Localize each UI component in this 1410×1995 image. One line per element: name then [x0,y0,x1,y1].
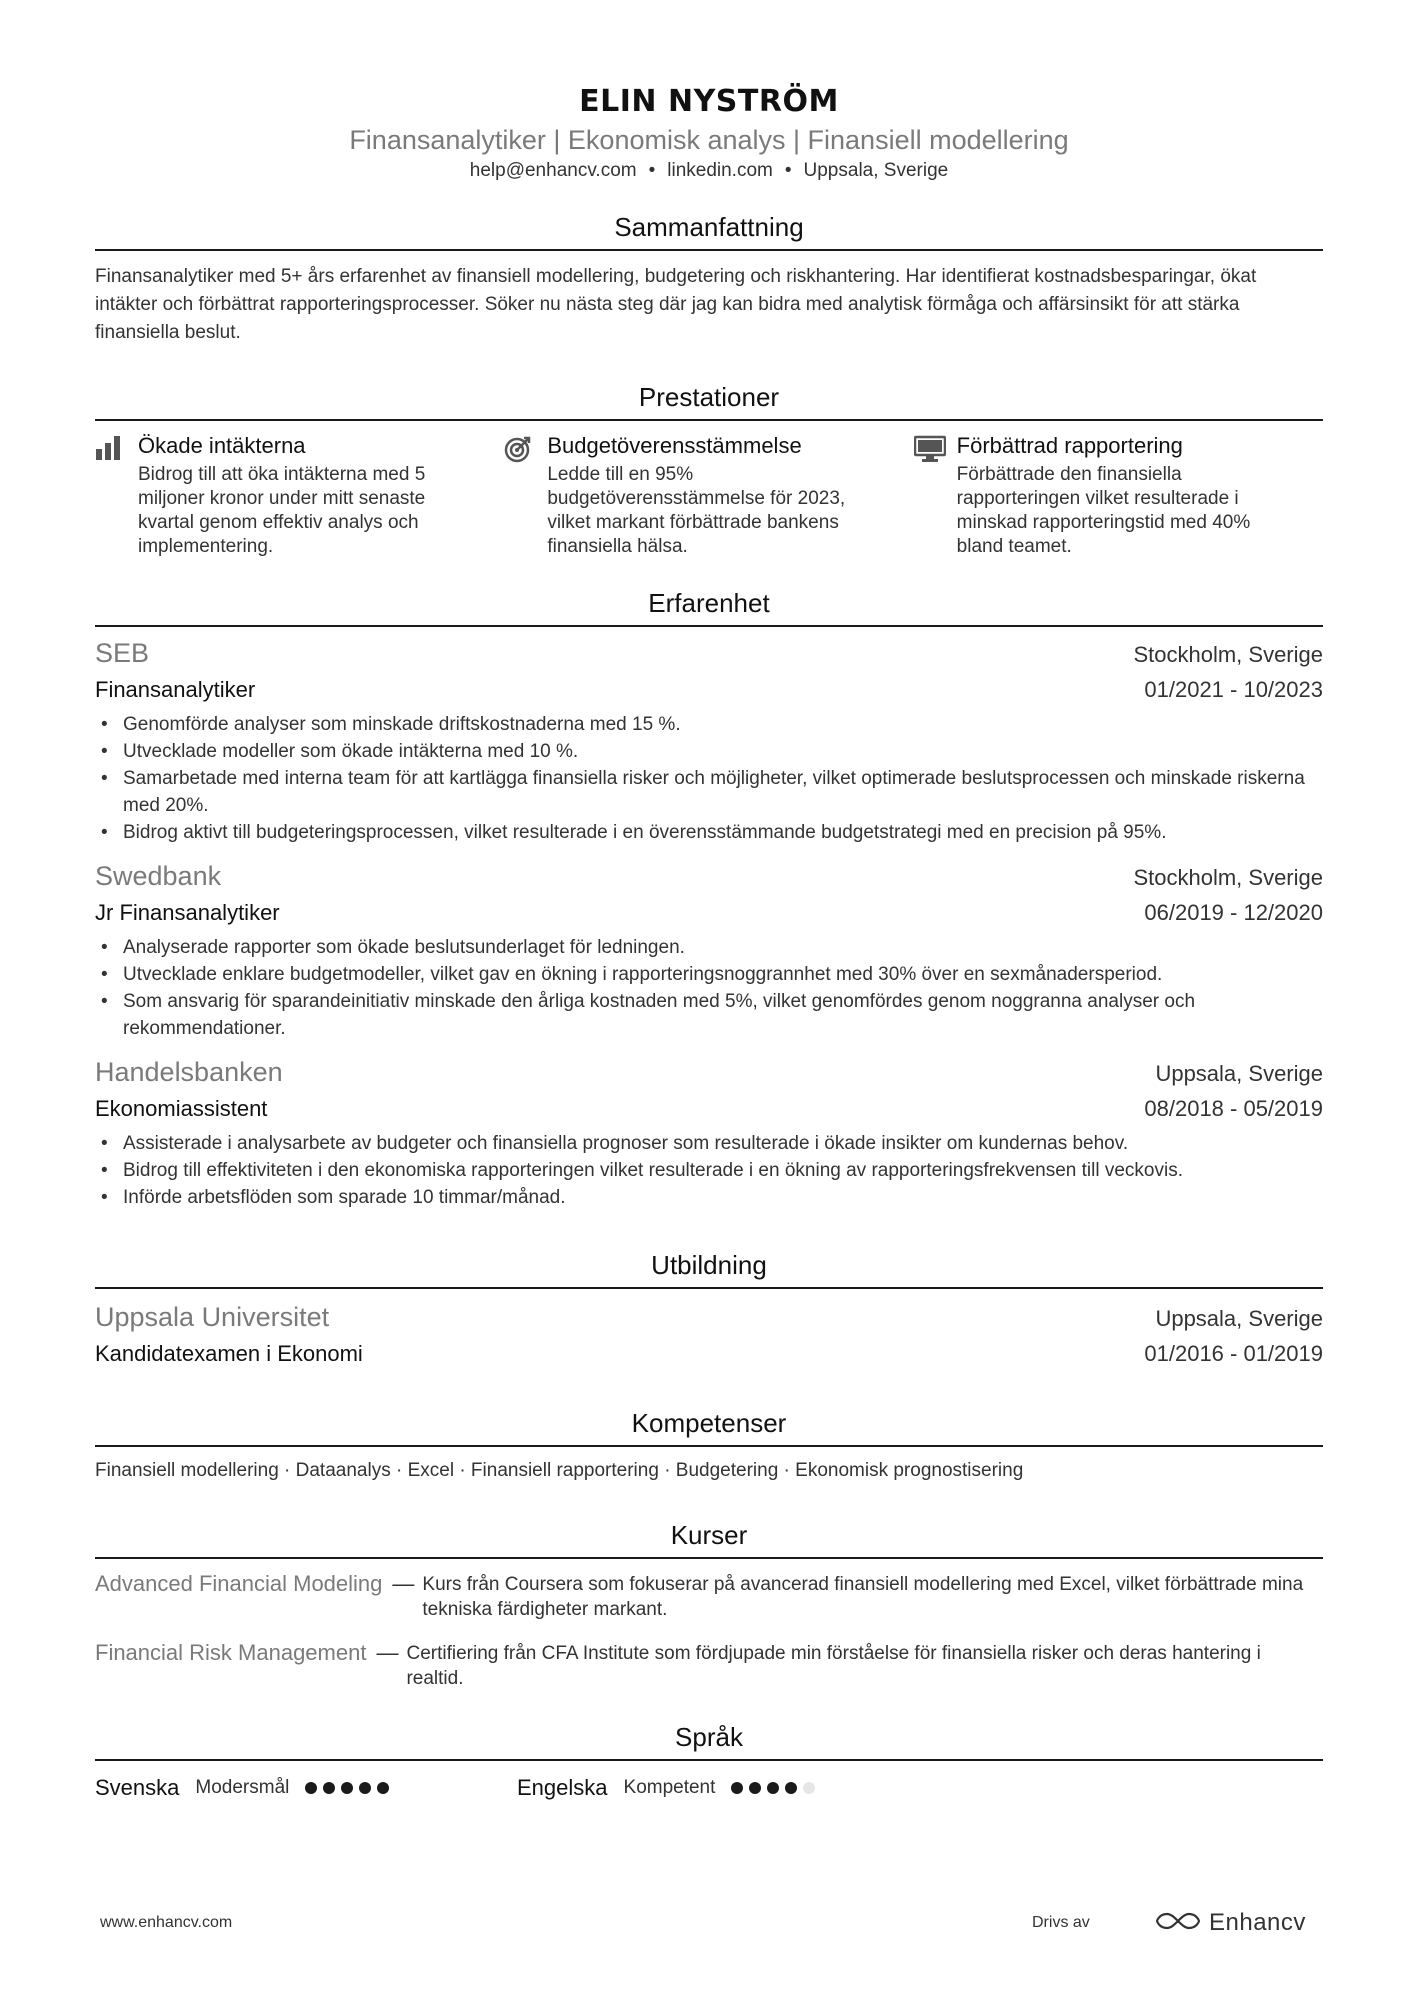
language-rating [731,1782,821,1794]
rating-dot [323,1782,335,1794]
bullet-item: • Genomförde analyser som minskade driftskostnaderna med 15 %. [95,711,1323,738]
achievement-title: Förbättrad rapportering [956,433,1183,458]
separator-dot: • [648,160,656,181]
achievement-title: Budgetöverensstämmelse [547,433,802,458]
education-school: Uppsala Universitet [95,1302,330,1332]
section-title-education: Utbildning [95,1249,1323,1289]
education-dates: 01/2016 - 01/2019 [1144,1341,1323,1366]
job-role: Jr Finansanalytiker [95,900,280,925]
separator-dot: • [784,160,792,181]
language-name: Svenska [95,1775,180,1800]
experience-section [95,587,1323,1211]
footer [100,1908,1310,1938]
job-company: Swedbank [95,861,222,891]
bullet-item: • Samarbetade med interna team för att kartlägga finansiella risker och möjligheter, vilket optimerade beslutsprocessen och minskade riskerna med 20%. [95,765,1323,819]
language-rating [305,1782,395,1794]
course-item [95,1571,1323,1622]
rating-dot [731,1782,743,1794]
job-entry [95,1054,1323,1211]
bullet-item: • Bidrog till effektiviteten i den ekonomiska rapporteringen vilket resulterade i en ökning av rapporteringsfrekvensen till veckovis. [95,1157,1323,1184]
headline: Finansanalytiker | Ekonomisk analys | Finansiell modellering [349,125,1069,155]
education-section [95,1249,1323,1371]
bullet-item: • Som ansvarig för sparandeinitiativ minskade den årliga kostnaden med 5%, vilket genomfördes genom noggranna analyser och rekommendationer. [95,988,1323,1042]
section-title-summary: Sammanfattning [95,211,1323,251]
bullet-item: • Bidrog aktivt till budgeteringsprocessen, vilket resulterade i en överensstämmande budgetstrategi med en precision på 95%. [95,819,1323,846]
job-entry [95,635,1323,846]
rating-dot [767,1782,779,1794]
language-level: Kompetent [623,1777,716,1798]
rating-dot [305,1782,317,1794]
job-location: Stockholm, Sverige [1133,642,1323,667]
rating-dot [749,1782,761,1794]
rating-dot [785,1782,797,1794]
job-entry [95,858,1323,1042]
job-role: Finansanalytiker [95,677,256,702]
job-company: SEB [95,638,150,668]
summary-text: Finansanalytiker med 5+ års erfarenhet av finansiell modellering, budgetering och riskhantering. Har identifierat kostnadsbesparingar, ökat intäkter och förbättrat rapporteringsprocesser. Söker nu nästa steg där jag kan bidra med analytisk förmåga och affärsinsikt för att stärka finansiella beslut. [95,266,1257,343]
achievement-item [504,431,913,559]
achievement-item [914,431,1323,559]
bar-chart-icon [95,431,138,559]
bullet-item: • Assisterade i analysarbete av budgeter och finansiella prognoser som resulterade i ökade insikter om kundernas behov. [95,1130,1323,1157]
skills-section [95,1407,1323,1485]
candidate-name: ELIN NYSTRÖM [579,84,839,119]
bullet-item: • Utvecklade modeller som ökade intäkterna med 10 %. [95,738,1323,765]
achievement-desc: Bidrog till att öka intäkterna med 5 miljoner kronor under mitt senaste kvartal genom effektiv analys och implementering. [138,464,426,557]
course-name: Advanced Financial Modeling [95,1571,383,1596]
achievement-desc: Ledde till en 95% budgetöverensstämmelse för 2023, vilket markant förbättrade bankens finansiella hälsa. [547,464,846,557]
course-desc: Certifiering från CFA Institute som fördjupade min förståelse för finansiella risker och deras hantering i realtid. [406,1643,1261,1689]
section-title-achievements: Prestationer [95,381,1323,421]
language-item [517,1773,939,1803]
bullet-item: • Analyserade rapporter som ökade beslutsunderlaget för ledningen. [95,934,1323,961]
job-dates: 01/2021 - 10/2023 [1144,677,1323,702]
section-title-languages: Språk [95,1721,1323,1761]
job-location: Stockholm, Sverige [1133,865,1323,890]
achievements-section [95,381,1323,559]
enhancv-logo[interactable] [1155,1908,1306,1938]
footer-site-link[interactable]: www.enhancv.com [100,1914,233,1931]
language-item [95,1773,517,1803]
contact-linkedin[interactable]: linkedin.com [667,160,773,181]
enhancv-logo-text: Enhancv [1209,1909,1306,1936]
section-title-courses: Kurser [95,1519,1323,1559]
job-bullets [95,1130,1323,1211]
section-title-experience: Erfarenhet [95,587,1323,627]
bullet-item: • Införde arbetsflöden som sparade 10 timmar/månad. [95,1184,1323,1211]
summary-section [95,211,1323,347]
course-dash: — [376,1640,399,1665]
resume-page [95,82,1323,1803]
job-role: Ekonomiassistent [95,1096,268,1121]
contact-email[interactable]: help@enhancv.com [469,160,637,181]
monitor-icon [914,431,957,559]
education-entry [95,1299,1323,1371]
language-name: Engelska [517,1775,608,1800]
language-level: Modersmål [195,1777,290,1798]
job-bullets [95,934,1323,1042]
job-location: Uppsala, Sverige [1155,1061,1323,1086]
course-desc: Kurs från Coursera som fokuserar på avancerad finansiell modellering med Excel, vilket förbättrade mina tekniska färdigheter markant. [422,1574,1304,1620]
footer-powered-by: Drivs av [1032,1914,1090,1931]
rating-dot [359,1782,371,1794]
contact-line [95,157,1323,185]
education-degree: Kandidatexamen i Ekonomi [95,1341,363,1366]
contact-location: Uppsala, Sverige [803,160,949,181]
rating-dot [377,1782,389,1794]
achievement-desc: Förbättrade den finansiella rapporteringen vilket resulterade i minskad rapporteringstid med 40% bland teamet. [956,464,1251,557]
achievement-item [95,431,504,559]
rating-dot [803,1782,815,1794]
section-title-skills: Kompetenser [95,1407,1323,1447]
job-bullets [95,711,1323,846]
target-icon [504,431,547,559]
course-name: Financial Risk Management [95,1640,367,1665]
course-item [95,1640,1323,1691]
enhancv-logo-icon [1155,1910,1201,1937]
job-company: Handelsbanken [95,1057,283,1087]
job-dates: 08/2018 - 05/2019 [1144,1096,1323,1121]
rating-dot [341,1782,353,1794]
course-dash: — [392,1571,415,1596]
achievement-title: Ökade intäkterna [138,433,306,458]
languages-section [95,1721,1323,1803]
job-dates: 06/2019 - 12/2020 [1144,900,1323,925]
bullet-item: • Utvecklade enklare budgetmodeller, vilket gav en ökning i rapporteringsnoggrannhet med 30% över en sexmånadersperiod. [95,961,1323,988]
skills-list: Finansiell modellering · Dataanalys · Excel · Finansiell rapportering · Budgetering · Ekonomisk prognostisering [95,1460,1024,1481]
courses-section [95,1519,1323,1691]
education-location: Uppsala, Sverige [1155,1306,1323,1331]
